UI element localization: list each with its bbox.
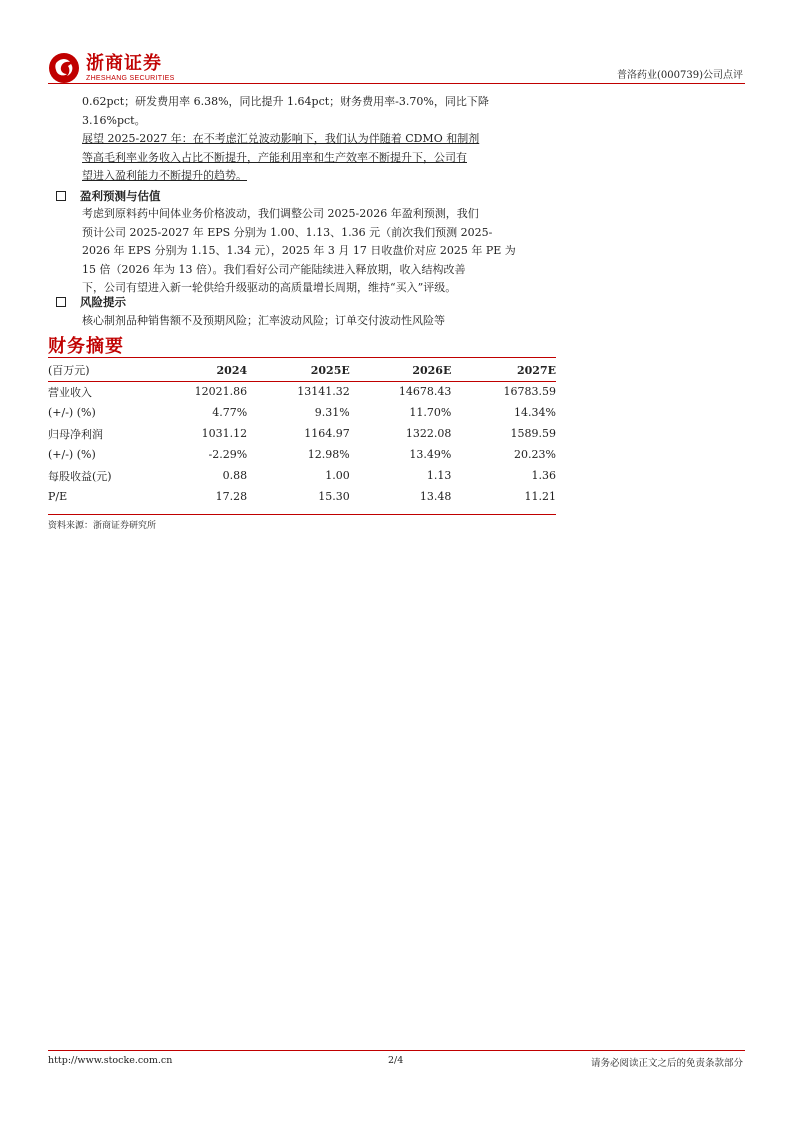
- logo-chinese-name: 浙商证券: [86, 52, 162, 74]
- table-cell: 14678.43: [398, 385, 452, 398]
- forecast-paragraph: [82, 205, 548, 298]
- row-label: (+/-) (%): [48, 406, 96, 419]
- table-cell: 1589.59: [510, 427, 556, 440]
- section-heading-risk: [56, 294, 126, 310]
- table-cell: 11.70%: [409, 406, 452, 419]
- text-line: 0.62pct；研发费用率 6.38%，同比提升 1.64pct；财务费用率-3.70%，同比下降: [82, 95, 489, 108]
- financial-summary-table: [48, 359, 556, 507]
- text-line: 2026 年 EPS 分别为 1.15、1.34 元），2025 年 3 月 17 日收盘价对应 2025 年 PE 为: [82, 244, 516, 257]
- row-label: 归母净利润: [48, 427, 103, 441]
- table-cell: 11.21: [524, 490, 556, 503]
- table-header-row: [48, 359, 556, 381]
- checkbox-bullet-icon: [56, 297, 66, 307]
- table-cell: 1031.12: [201, 427, 248, 440]
- text-line: 核心制剂品种销售额不及预期风险；汇率波动风险；订单交付波动性风险等: [82, 314, 445, 327]
- table-row: [48, 402, 556, 423]
- data-source-note: 资料来源：浙商证券研究所: [48, 521, 157, 531]
- table-row: [48, 465, 556, 486]
- page-number: 2/4: [388, 1055, 404, 1066]
- logo-english-name: ZHESHANG SECURITIES: [86, 74, 175, 82]
- section-heading-text: 风险提示: [80, 295, 126, 309]
- report-label: 普洛药业(000739)公司点评: [617, 70, 743, 81]
- expense-paragraph: [82, 93, 548, 130]
- financial-summary-title: 财务摘要: [48, 336, 124, 357]
- table-cell: 12.98%: [307, 448, 350, 461]
- column-header-year: 2027E: [517, 363, 556, 377]
- row-label: P/E: [48, 490, 68, 503]
- table-top-rule: [48, 357, 556, 358]
- table-cell: 16783.59: [503, 385, 556, 398]
- text-line: 15 倍（2026 年为 13 倍）。我们看好公司产能陆续进入释放期，收入结构改善: [82, 262, 466, 276]
- footer-divider: [48, 1050, 745, 1051]
- table-cell: 1322.08: [405, 427, 452, 440]
- checkbox-bullet-icon: [56, 191, 66, 201]
- table-cell: 12021.86: [194, 385, 248, 398]
- table-bottom-rule: [48, 514, 556, 515]
- outlook-paragraph: [82, 130, 548, 186]
- text-line: 3.16%pct。: [82, 113, 146, 127]
- disclaimer-note: 请务必阅读正文之后的免责条款部分: [590, 1058, 743, 1069]
- table-cell: -2.29%: [208, 448, 248, 461]
- header-divider: [48, 83, 745, 84]
- table-cell: 20.23%: [514, 448, 556, 461]
- table-cell: 1.36: [531, 469, 556, 482]
- website-link[interactable]: http://www.stocke.com.cn: [48, 1055, 173, 1066]
- table-cell: 14.34%: [514, 406, 556, 419]
- table-cell: 15.30: [318, 490, 350, 503]
- text-line: 展望 2025-2027 年：在不考虑汇兑波动影响下，我们认为伴随着 CDMO 和制剂: [82, 132, 480, 145]
- table-cell: 13141.32: [297, 385, 350, 398]
- table-cell: 17.28: [215, 490, 248, 503]
- table-cell: 13.48: [419, 490, 452, 503]
- table-cell: 1.13: [426, 469, 452, 482]
- table-cell: 1.00: [325, 469, 350, 482]
- column-header-year: 2025E: [310, 363, 350, 377]
- text-line: 预计公司 2025-2027 年 EPS 分别为 1.00、1.13、1.36 元（前次我们预测 2025-: [82, 225, 493, 239]
- table-row: [48, 381, 556, 402]
- table-row: [48, 486, 556, 507]
- table-cell: 13.49%: [409, 448, 452, 461]
- column-header-year: 2024: [216, 363, 248, 377]
- table-row: [48, 423, 556, 444]
- row-label: (+/-) (%): [48, 448, 96, 461]
- table-cell: 9.31%: [314, 406, 350, 419]
- column-header-unit: (百万元): [48, 364, 90, 377]
- column-header-year: 2026E: [412, 363, 452, 377]
- row-label: 每股收益(元): [48, 469, 112, 483]
- table-cell: 4.77%: [212, 406, 248, 419]
- section-heading-forecast: [56, 188, 161, 204]
- text-line: 望进入盈利能力不断提升的趋势。: [82, 169, 247, 182]
- row-label: 营业收入: [48, 385, 92, 399]
- table-row: [48, 444, 556, 465]
- text-line: 下，公司有望进入新一轮供给升级驱动的高质量增长周期，维持“买入”评级。: [82, 281, 457, 294]
- text-line: 等高毛利率业务收入占比不断提升，产能利用率和生产效率不断提升下，公司有: [82, 150, 467, 164]
- section-heading-text: 盈利预测与估值: [80, 189, 161, 203]
- company-logo: [48, 52, 175, 84]
- risk-paragraph: [82, 312, 548, 331]
- table-cell: 0.88: [222, 469, 248, 482]
- text-line: 考虑到原料药中间体业务价格波动，我们调整公司 2025-2026 年盈利预测，我们: [82, 207, 479, 220]
- zheshang-logo-icon: [48, 52, 80, 84]
- table-cell: 1164.97: [304, 427, 350, 440]
